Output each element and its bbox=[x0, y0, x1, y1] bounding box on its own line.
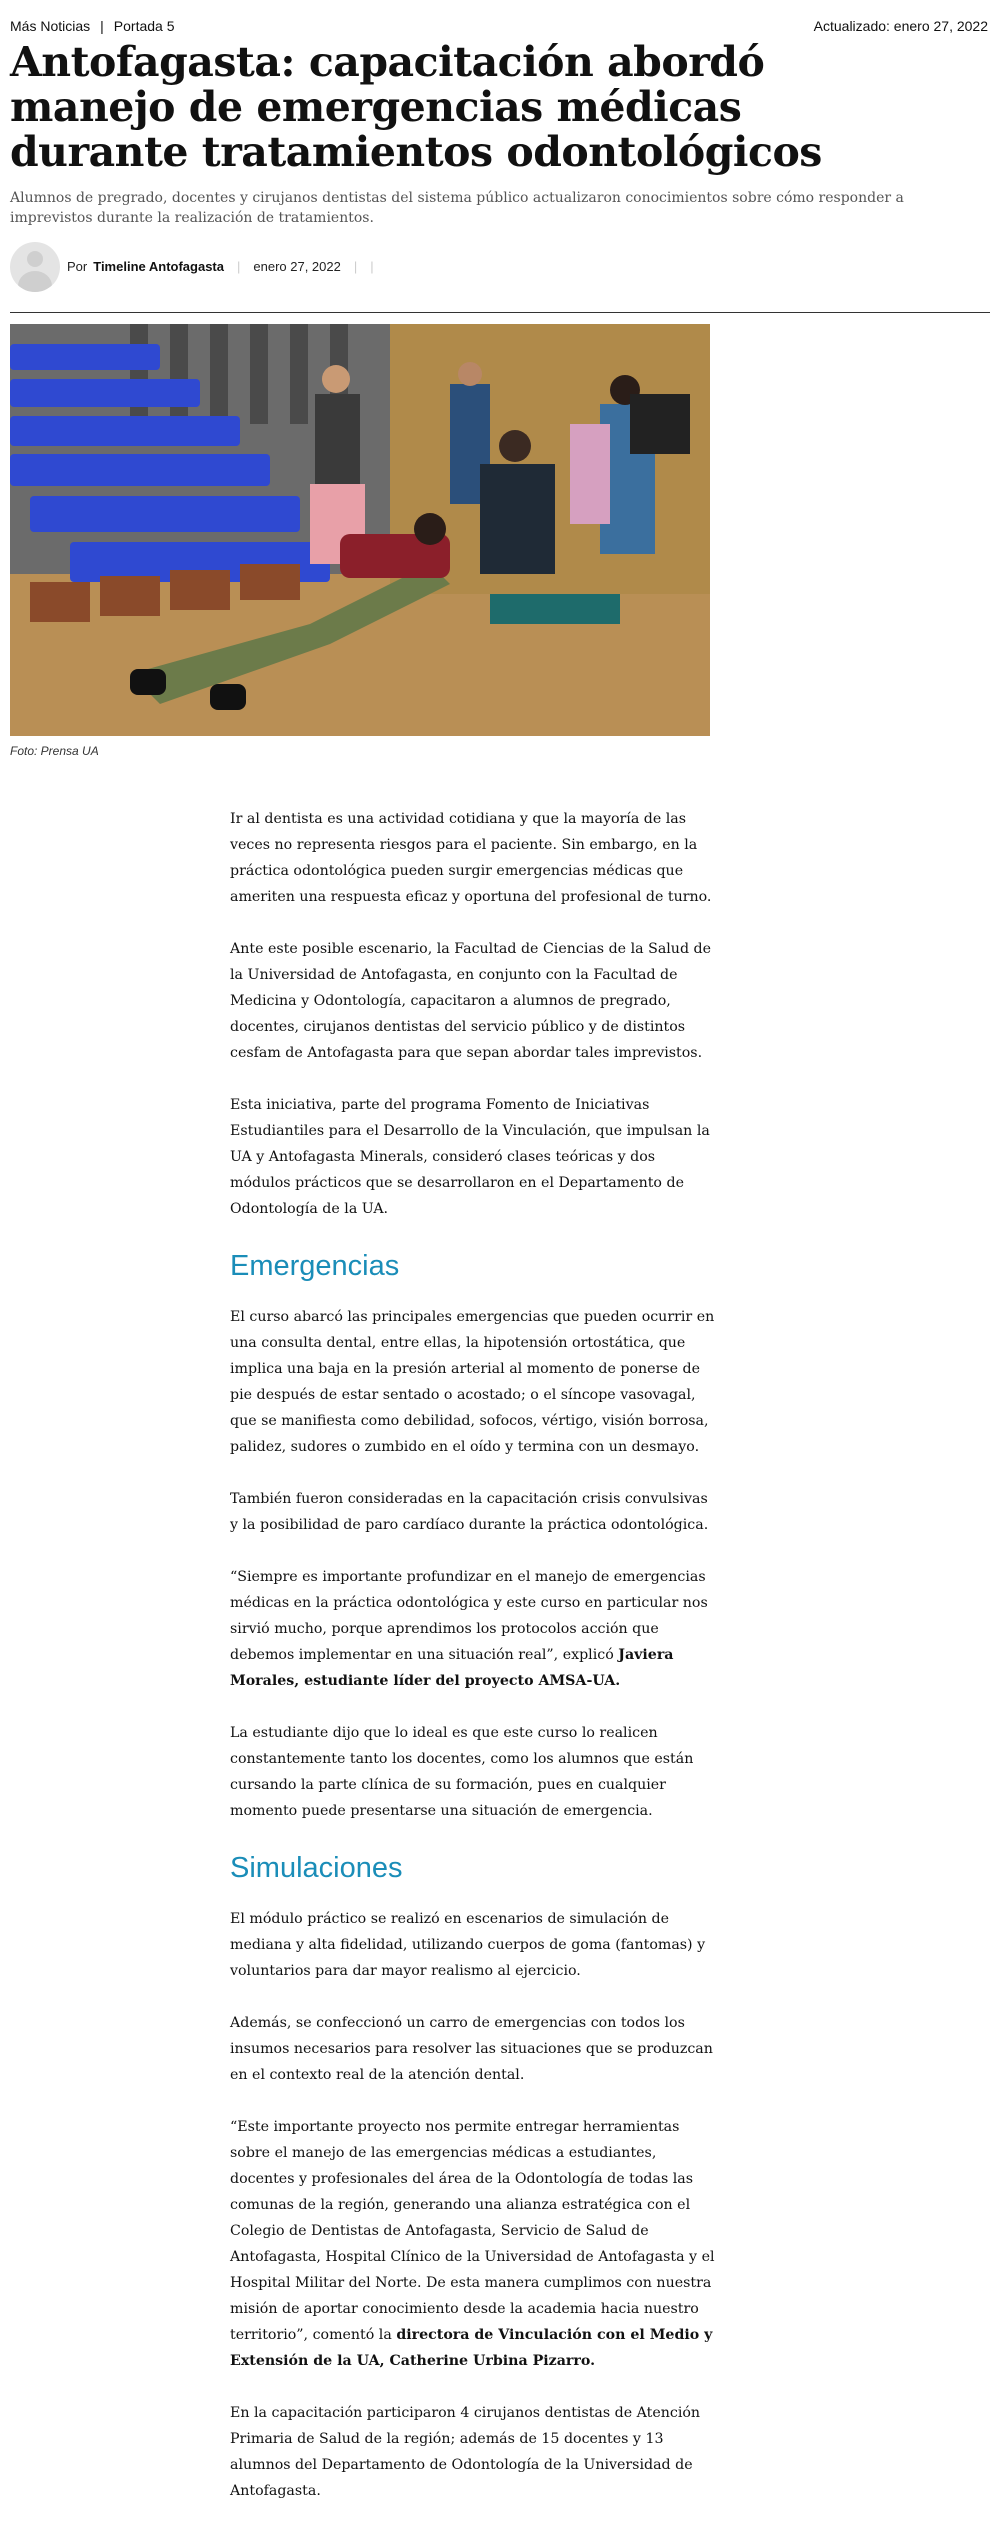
paragraph-7: La estudiante dijo que lo ideal es que este curso lo realicen constantemente tanto los docentes, como los alumnos que están cursando la parte clínica de su formación, pues en cualquier momento puede presentarse una situación de emergencia. bbox=[230, 1725, 694, 1819]
article-title: Antofagasta: capacitación abordó manejo de emergencias médicas durante tratamientos odontológicos bbox=[10, 38, 822, 176]
quote-attribution: Javiera Morales, estudiante líder del proyecto AMSA-UA. bbox=[230, 1647, 674, 1689]
byline bbox=[10, 242, 970, 292]
byline-divider: | bbox=[236, 259, 241, 274]
heading-simulaciones: Simulaciones bbox=[230, 1852, 403, 1884]
byline-prefix: Por bbox=[67, 259, 88, 274]
paragraph-6 bbox=[230, 1564, 716, 1694]
header-divider bbox=[10, 312, 990, 313]
avatar-body-shape bbox=[18, 271, 52, 292]
author-link[interactable]: Timeline Antofagasta bbox=[93, 259, 224, 274]
article-subtitle: Alumnos de pregrado, docentes y cirujanos dentistas del sistema público actualizaron conocimientos sobre cómo responder a imprevistos durante la realización de tratamientos. bbox=[10, 190, 904, 226]
author-avatar[interactable] bbox=[10, 242, 60, 292]
paragraph-4: El curso abarcó las principales emergencias que pueden ocurrir en una consulta dental, entre ellas, la hipotensión ortostática, que implica una baja en la presión arterial al momento de ponerse de pie después de estar sentado o acostado; o el síncope vasovagal, que se manifiesta como debilidad, sofocos, vértigo, visión borrosa, palidez, sudores o zumbido en el oído y termina con un desmayo. bbox=[230, 1309, 715, 1455]
paragraph-10 bbox=[230, 2114, 716, 2374]
photo-caption: Foto: Prensa UA bbox=[10, 744, 99, 758]
quote-attribution-2: directora de Vinculación con el Medio y Extensión de la UA, Catherine Urbina Pizarro. bbox=[230, 2327, 713, 2369]
breadcrumb-portada[interactable]: Portada 5 bbox=[113, 18, 175, 34]
heading-emergencias: Emergencias bbox=[230, 1250, 400, 1282]
paragraph-5: También fueron consideradas en la capacitación crisis convulsivas y la posibilidad de paro cardíaco durante la práctica odontológica. bbox=[230, 1491, 709, 1533]
paragraph-8: El módulo práctico se realizó en escenarios de simulación de mediana y alta fidelidad, utilizando cuerpos de goma (fantomas) y voluntarios para dar mayor realismo al ejercicio. bbox=[230, 1911, 706, 1979]
photo-illustration bbox=[10, 324, 710, 736]
breadcrumb-mas-noticias[interactable]: Más Noticias bbox=[10, 18, 91, 34]
article-body bbox=[230, 806, 716, 2530]
quote-text: “Siempre es importante profundizar en el manejo de emergencias médicas en la práctica odontológica y este curso en particular nos sirvió mucho, porque aprendimos los protocolos acción que debemos implementar en una situación real”, explicó bbox=[230, 1569, 708, 1663]
paragraph-1: Ir al dentista es una actividad cotidiana y que la mayoría de las veces no representa riesgos para el paciente. Sin embargo, en la práctica odontológica pueden surgir emergencias médicas que ameriten una respuesta eficaz y oportuna del profesional de turno. bbox=[230, 811, 712, 905]
paragraph-3: Esta iniciativa, parte del programa Fomento de Iniciativas Estudiantiles para el Desarrollo de la Vinculación, que impulsan la UA y Antofagasta Minerals, consideró clases teóricas y dos módulos prácticos que se desarrollaron en el Departamento de Odontología de la UA. bbox=[230, 1097, 710, 1217]
quote-text-2: “Este importante proyecto nos permite entregar herramientas sobre el manejo de las emergencias médicas a estudiantes, docentes y profesionales del área de la Odontología de todas las comunas de la región, generando una alianza estratégica con el Colegio de Dentistas de Antofagasta, Servicio de Salud de Antofagasta, Hospital Clínico de la Universidad de Antofagasta y el Hospital Militar del Norte. De esta manera cumplimos con nuestra misión de aportar conocimiento desde la academia hacia nuestro territorio”, comentó la bbox=[230, 2119, 715, 2343]
byline-text bbox=[67, 259, 387, 274]
byline-divider-3: | bbox=[370, 259, 374, 274]
photo-tray bbox=[490, 594, 620, 624]
updated-date: Actualizado: enero 27, 2022 bbox=[813, 18, 988, 34]
paragraph-9: Además, se confeccionó un carro de emergencias con todos los insumos necesarios para resolver las situaciones que se produzcan en el contexto real de la atención dental. bbox=[230, 2015, 713, 2083]
article-photo[interactable] bbox=[10, 324, 710, 736]
paragraph-2: Ante este posible escenario, la Facultad de Ciencias de la Salud de la Universidad de Antofagasta, en conjunto con la Facultad de Medicina y Odontología, capacitaron a alumnos de pregrado, docentes, cirujanos dentistas del servicio público y de distintos cesfam de Antofagasta para que sepan abordar tales imprevistos. bbox=[230, 941, 712, 1061]
photo-monitor bbox=[630, 394, 690, 454]
publish-date: enero 27, 2022 bbox=[253, 259, 341, 274]
paragraph-11: En la capacitación participaron 4 cirujanos dentistas de Atención Primaria de Salud de la región; además de 15 docentes y 13 alumnos del Departamento de Odontología de la Universidad de Antofagasta. bbox=[230, 2405, 701, 2499]
byline-divider-2: | bbox=[353, 259, 358, 274]
breadcrumb bbox=[10, 18, 175, 34]
breadcrumb-separator: | bbox=[100, 18, 104, 34]
avatar-head-shape bbox=[27, 251, 43, 267]
